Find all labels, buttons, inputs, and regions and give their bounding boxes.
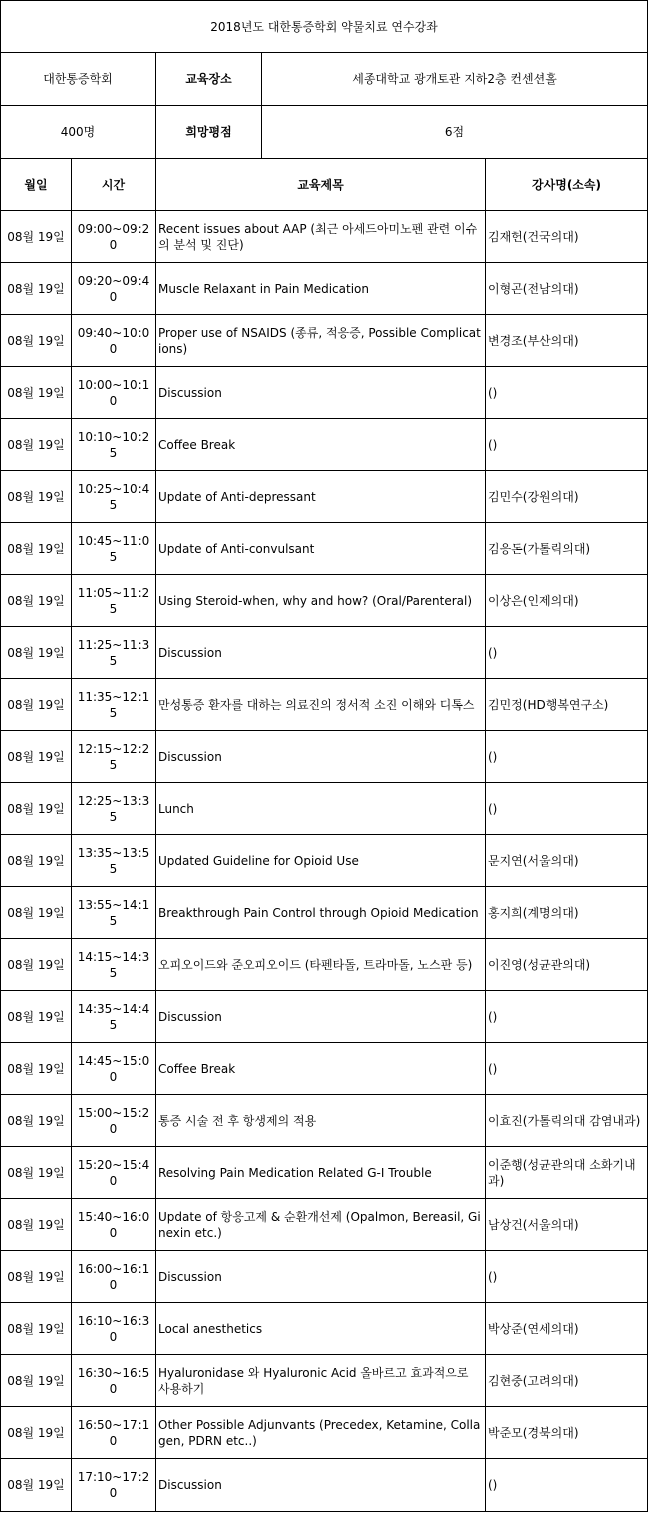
row-time: 09:00~09:20 bbox=[72, 211, 156, 263]
row-time: 10:45~11:05 bbox=[72, 523, 156, 575]
row-time: 13:35~13:55 bbox=[72, 835, 156, 887]
row-topic: Proper use of NSAIDS (종류, 적응증, Possible Complications) bbox=[156, 315, 486, 367]
row-topic: Breakthrough Pain Control through Opioid Medication bbox=[156, 887, 486, 939]
row-date: 08월 19일 bbox=[1, 1095, 72, 1147]
table-row bbox=[1, 1407, 648, 1459]
row-date: 08월 19일 bbox=[1, 1199, 72, 1251]
row-topic: Update of Anti-depressant bbox=[156, 471, 486, 523]
row-date: 08월 19일 bbox=[1, 835, 72, 887]
table-row bbox=[1, 1199, 648, 1251]
venue-row bbox=[1, 53, 648, 106]
row-time: 11:25~11:35 bbox=[72, 627, 156, 679]
rating-value: 6점 bbox=[262, 106, 648, 159]
table-row bbox=[1, 315, 648, 367]
table-row bbox=[1, 471, 648, 523]
row-topic: Recent issues about AAP (최근 아세드아미노펜 관련 이슈의 분석 및 진단) bbox=[156, 211, 486, 263]
row-speaker: 김민수(강원의대) bbox=[486, 471, 648, 523]
table-row bbox=[1, 1355, 648, 1407]
table-row bbox=[1, 991, 648, 1043]
table-row bbox=[1, 835, 648, 887]
row-date: 08월 19일 bbox=[1, 1147, 72, 1199]
row-date: 08월 19일 bbox=[1, 471, 72, 523]
row-time: 09:40~10:00 bbox=[72, 315, 156, 367]
row-speaker: 김재헌(건국의대) bbox=[486, 211, 648, 263]
capacity-cell: 400명 bbox=[1, 106, 156, 159]
row-time: 17:10~17:20 bbox=[72, 1459, 156, 1512]
row-time: 12:25~13:35 bbox=[72, 783, 156, 835]
row-speaker: 홍지희(계명의대) bbox=[486, 887, 648, 939]
row-date: 08월 19일 bbox=[1, 783, 72, 835]
row-speaker: 김현중(고려의대) bbox=[486, 1355, 648, 1407]
row-time: 10:25~10:45 bbox=[72, 471, 156, 523]
table-row bbox=[1, 419, 648, 471]
table-row bbox=[1, 575, 648, 627]
row-speaker: () bbox=[486, 783, 648, 835]
row-date: 08월 19일 bbox=[1, 263, 72, 315]
row-time: 10:10~10:25 bbox=[72, 419, 156, 471]
row-topic: Discussion bbox=[156, 1251, 486, 1303]
row-time: 14:45~15:00 bbox=[72, 1043, 156, 1095]
row-topic: 오피오이드와 준오피오이드 (타펜타돌, 트라마돌, 노스판 등) bbox=[156, 939, 486, 991]
row-date: 08월 19일 bbox=[1, 1303, 72, 1355]
row-time: 10:00~10:10 bbox=[72, 367, 156, 419]
table-row bbox=[1, 679, 648, 731]
header-row bbox=[1, 159, 648, 211]
table-row bbox=[1, 627, 648, 679]
page-title: 2018년도 대한통증학회 약물치료 연수강좌 bbox=[1, 1, 648, 53]
row-speaker: 이효진(가톨릭의대 감염내과) bbox=[486, 1095, 648, 1147]
table-row bbox=[1, 1147, 648, 1199]
row-topic: Lunch bbox=[156, 783, 486, 835]
row-date: 08월 19일 bbox=[1, 523, 72, 575]
row-speaker: 김민정(HD행복연구소) bbox=[486, 679, 648, 731]
row-date: 08월 19일 bbox=[1, 939, 72, 991]
table-row bbox=[1, 731, 648, 783]
row-speaker: () bbox=[486, 991, 648, 1043]
row-speaker: () bbox=[486, 1459, 648, 1512]
row-topic: Muscle Relaxant in Pain Medication bbox=[156, 263, 486, 315]
row-time: 11:35~12:15 bbox=[72, 679, 156, 731]
row-speaker: 박준모(경북의대) bbox=[486, 1407, 648, 1459]
venue-value: 세종대학교 광개토관 지하2층 컨센션홀 bbox=[262, 53, 648, 106]
row-speaker: 문지연(서울의대) bbox=[486, 835, 648, 887]
row-time: 16:10~16:30 bbox=[72, 1303, 156, 1355]
table-row bbox=[1, 1095, 648, 1147]
title-row bbox=[1, 1, 648, 53]
row-speaker: 이준행(성균관의대 소화기내과) bbox=[486, 1147, 648, 1199]
row-topic: Discussion bbox=[156, 991, 486, 1043]
rating-label: 희망평점 bbox=[156, 106, 262, 159]
table-row bbox=[1, 783, 648, 835]
row-topic: Other Possible Adjunvants (Precedex, Ketamine, Collagen, PDRN etc..) bbox=[156, 1407, 486, 1459]
row-time: 15:00~15:20 bbox=[72, 1095, 156, 1147]
row-time: 16:30~16:50 bbox=[72, 1355, 156, 1407]
row-date: 08월 19일 bbox=[1, 1043, 72, 1095]
header-speaker: 강사명(소속) bbox=[486, 159, 648, 211]
row-time: 12:15~12:25 bbox=[72, 731, 156, 783]
row-topic: Discussion bbox=[156, 1459, 486, 1512]
row-time: 13:55~14:15 bbox=[72, 887, 156, 939]
row-date: 08월 19일 bbox=[1, 315, 72, 367]
row-topic: Resolving Pain Medication Related G-I Trouble bbox=[156, 1147, 486, 1199]
row-date: 08월 19일 bbox=[1, 1251, 72, 1303]
row-topic: Coffee Break bbox=[156, 419, 486, 471]
table-row bbox=[1, 1303, 648, 1355]
row-topic: Updated Guideline for Opioid Use bbox=[156, 835, 486, 887]
row-time: 14:15~14:35 bbox=[72, 939, 156, 991]
row-speaker: () bbox=[486, 1251, 648, 1303]
row-topic: Using Steroid-when, why and how? (Oral/Parenteral) bbox=[156, 575, 486, 627]
row-time: 09:20~09:40 bbox=[72, 263, 156, 315]
row-date: 08월 19일 bbox=[1, 419, 72, 471]
row-date: 08월 19일 bbox=[1, 367, 72, 419]
row-speaker: () bbox=[486, 627, 648, 679]
row-date: 08월 19일 bbox=[1, 991, 72, 1043]
row-topic: 통증 시술 전 후 항생제의 적용 bbox=[156, 1095, 486, 1147]
row-time: 15:20~15:40 bbox=[72, 1147, 156, 1199]
row-speaker: 변경조(부산의대) bbox=[486, 315, 648, 367]
row-date: 08월 19일 bbox=[1, 1459, 72, 1512]
table-row bbox=[1, 1043, 648, 1095]
row-date: 08월 19일 bbox=[1, 627, 72, 679]
row-speaker: () bbox=[486, 367, 648, 419]
row-topic: Discussion bbox=[156, 731, 486, 783]
row-speaker: () bbox=[486, 1043, 648, 1095]
header-date: 월일 bbox=[1, 159, 72, 211]
venue-label: 교육장소 bbox=[156, 53, 262, 106]
row-speaker: () bbox=[486, 731, 648, 783]
row-speaker: 이상은(인제의대) bbox=[486, 575, 648, 627]
row-date: 08월 19일 bbox=[1, 679, 72, 731]
table-row bbox=[1, 887, 648, 939]
row-date: 08월 19일 bbox=[1, 731, 72, 783]
row-topic: 만성통증 환자를 대하는 의료진의 정서적 소진 이해와 디톡스 bbox=[156, 679, 486, 731]
row-date: 08월 19일 bbox=[1, 211, 72, 263]
row-speaker: () bbox=[486, 419, 648, 471]
table-row bbox=[1, 1251, 648, 1303]
row-topic: Discussion bbox=[156, 367, 486, 419]
table-row bbox=[1, 939, 648, 991]
table-row bbox=[1, 211, 648, 263]
row-date: 08월 19일 bbox=[1, 575, 72, 627]
row-speaker: 이진영(성균관의대) bbox=[486, 939, 648, 991]
table-row bbox=[1, 263, 648, 315]
row-speaker: 남상건(서울의대) bbox=[486, 1199, 648, 1251]
organizer-cell: 대한통증학회 bbox=[1, 53, 156, 106]
row-date: 08월 19일 bbox=[1, 887, 72, 939]
row-time: 11:05~11:25 bbox=[72, 575, 156, 627]
table-row bbox=[1, 367, 648, 419]
row-topic: Update of Anti-convulsant bbox=[156, 523, 486, 575]
row-time: 14:35~14:45 bbox=[72, 991, 156, 1043]
table-row bbox=[1, 523, 648, 575]
row-date: 08월 19일 bbox=[1, 1355, 72, 1407]
row-topic: Discussion bbox=[156, 627, 486, 679]
row-time: 16:00~16:10 bbox=[72, 1251, 156, 1303]
header-topic: 교육제목 bbox=[156, 159, 486, 211]
row-topic: Hyaluronidase 와 Hyaluronic Acid 올바르고 효과적으로 사용하기 bbox=[156, 1355, 486, 1407]
row-time: 15:40~16:00 bbox=[72, 1199, 156, 1251]
row-speaker: 박상준(연세의대) bbox=[486, 1303, 648, 1355]
row-topic: Local anesthetics bbox=[156, 1303, 486, 1355]
table-row bbox=[1, 1459, 648, 1512]
header-time: 시간 bbox=[72, 159, 156, 211]
rating-row bbox=[1, 106, 648, 159]
row-topic: Coffee Break bbox=[156, 1043, 486, 1095]
row-date: 08월 19일 bbox=[1, 1407, 72, 1459]
row-speaker: 이형곤(전남의대) bbox=[486, 263, 648, 315]
row-topic: Update of 항응고제 & 순환개선제 (Opalmon, Bereasil, Ginexin etc.) bbox=[156, 1199, 486, 1251]
row-time: 16:50~17:10 bbox=[72, 1407, 156, 1459]
row-speaker: 김응돈(가톨릭의대) bbox=[486, 523, 648, 575]
